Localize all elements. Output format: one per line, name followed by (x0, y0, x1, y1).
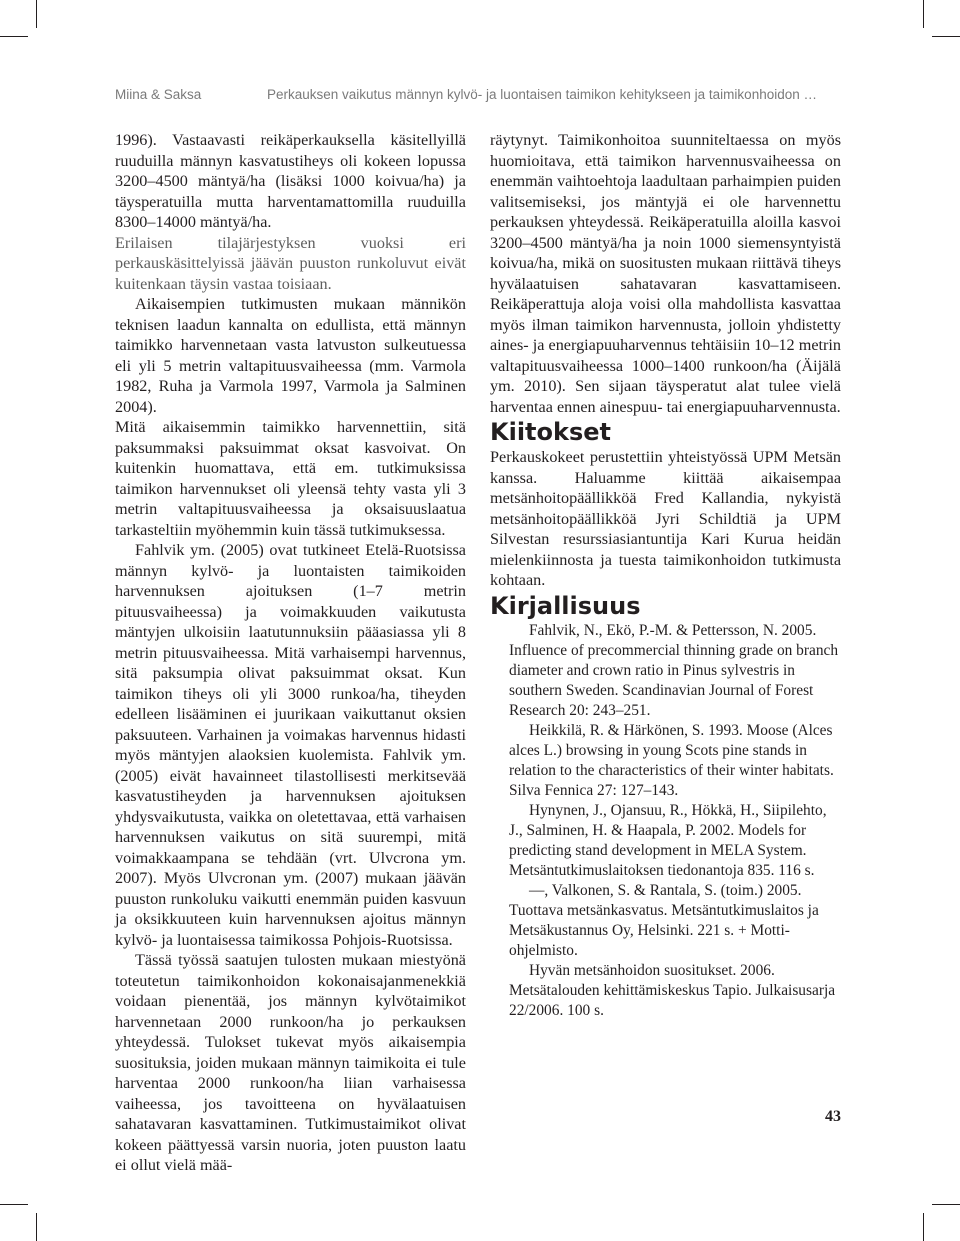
crop-mark-top-left-vertical (36, 0, 37, 28)
paragraph: 1996). Vastaavasti reikäperkauksella käsitellyillä ruuduilla männyn kasvatustiheys oli kokeen lopussa 3200–4500 mäntyä/ha (lisäksi 1000 koivua/ha) ja täysperatuilla mutta harventamattomilla ruuduilla 8300–14000 mäntyä/ha. (115, 131, 466, 231)
paragraph: Aikaisempien tutkimusten mukaan männikön teknisen laadun kannalta on edullista, että männyn taimikko harvennetaan vasta latvuston sulkeutuessa eli yli 5 metrin valtapituusvaiheessa (mm. Varmola 1982, Ruha ja Varmola 1997, Varmola ja Salminen 2004). (115, 295, 466, 416)
page-number: 43 (825, 1108, 841, 1125)
crop-mark-top-right-horizontal (932, 36, 960, 37)
section-heading-kiitokset: Kiitokset (490, 418, 612, 446)
right-column (490, 130, 841, 1021)
crop-mark-bottom-right-vertical (923, 1213, 924, 1241)
section-heading-kirjallisuus: Kirjallisuus (490, 591, 641, 620)
reference-item: Fahlvik, N., Ekö, P.-M. & Pettersson, N. 2005. Influence of precommercial thinning grade on branch diameter and crown ratio in Pinus sylvestris in southern Sweden. Scandinavian Journal of Forest Research 20: 243–251. (509, 621, 839, 719)
reference-item: Heikkilä, R. & Härkönen, S. 1993. Moose (Alces alces L.) browsing in young Scots pine stands in relation to the characteristics of their winter habitats. Silva Fennica 27: 127–143. (509, 721, 834, 799)
crop-mark-bottom-left-vertical (36, 1213, 37, 1241)
paragraph: Erilaisen tilajärjestyksen vuoksi eri perkauskäsittelyissä jäävän puuston runkoluvut eivät kuitenkaan täysin vastaa toisiaan. (115, 233, 466, 293)
running-header-authors: Miina & Saksa (115, 87, 202, 102)
reference-item: —, Valkonen, S. & Rantala, S. (toim.) 2005. Tuottava metsänkasvatus. Metsäntutkimuslaitos ja Metsäkustannus Oy, Helsinki. 221 s. + Motti-ohjelmisto. (509, 881, 819, 959)
crop-mark-top-right-vertical (923, 0, 924, 28)
crop-mark-bottom-right-horizontal (932, 1204, 960, 1205)
crop-mark-top-left-horizontal (0, 36, 28, 37)
paragraph: räytynyt. Taimikonhoitoa suunniteltaessa on myös huomioitava, että taimikon harvennusvaiheessa on enemmän vaihtoehtoja laadultaan parhaimpien puiden valitsemiseksi, jos mäntyjä ei ole harvennettu perkauksen yhteydessä. Reikäperatuilla aloilla kasvoi 3200–4500 mäntyä/ha ja noin 1000 siemensyntyistä koivua/ha, mikä on suositusten mukaan riittävä tiheys hyvälaatuisen sahatavaran kasvattamiseen. Reikäperattuja aloja voisi olla mahdollista kasvattaa myös ilman taimikon harvennusta, jolloin yhdistetty aines- ja energiapuuharvennus tehtäisiin 10–12 metrin valtapituusvaiheessa 1000–1400 runkoon/ha (Äijälä ym. 2010). Sen sijaan täysperatut alat tulee vielä harventaa ennen ainespuu- tai energiapuuharvennusta. (490, 131, 841, 416)
acknowledgements-text: Perkauskokeet perustettiin yhteistyössä UPM Metsän kanssa. Haluamme kiittää aikaisempaa metsänhoitopäällikköä Fred Kallandia, nykyistä metsänhoitopäällikköä Jyri Schildtiä ja UPM Silvestan resurssiasiantuntija Kari Kurua heidän mielenkiinnosta ja tuesta taimikonhoidon tutkimusta kohtaan. (490, 448, 841, 589)
paragraph: Mitä aikaisemmin taimikko harvennettiin, sitä paksummaksi paksuimmat oksat kasvoivat. On kuitenkin huomattava, että em. tutkimuksissa taimikon harvennukset oli yleensä tehty vasta yli 3 metrin valtapituusvaiheessa ja oksaisuuslaatua tarkasteltiin myöhemmin kuin tässä tutkimuksessa. (115, 418, 466, 539)
reference-item: Hynynen, J., Ojansuu, R., Hökkä, H., Siipilehto, J., Salminen, H. & Haapala, P. 2002. Models for predicting stand development in MELA System. Metsäntutkimuslaitoksen tiedonantoja 835. 116 s. (509, 801, 827, 879)
running-header-title: Perkauksen vaikutus männyn kylvö- ja luontaisen taimikon kehitykseen ja taimikonhoidon … (266, 87, 817, 102)
crop-mark-bottom-left-horizontal (0, 1204, 28, 1205)
reference-item: Hyvän metsänhoidon suositukset. 2006. Metsätalouden kehittämiskeskus Tapio. Julkaisusarja 22/2006. 100 s. (509, 961, 836, 1019)
paragraph: Tässä työssä saatujen tulosten mukaan miestyönä toteutetun taimikonhoidon kokonaisajanmenekkiä voidaan pienentää, jos männyn kylvötaimikot harvennetaan 2000 runkoon/ha jo perkauksen yhteydessä. Tulokset tukevat myös aikaisempia suosituksia, joiden mukaan männyn taimikoita ei tule harventaa 2000 runkoon/ha liian varhaisessa vaiheessa, jos tavoitteena on hyvälaatuisen sahatavaran kasvattaminen. Tutkimustaimikot olivat kokeen päättyessä varsin nuoria, joten puuston laatu ei ollut vielä mää- (115, 951, 466, 1174)
left-column (115, 130, 466, 1176)
paragraph: Fahlvik ym. (2005) ovat tutkineet Etelä-Ruotsissa männyn kylvö- ja luontaisten taimikoiden harvennuksen ajoituksen (1–7 metrin pituusvaiheessa) ja voimakkuuden vaikutusta mäntyjen ulkoisiin laatutunnuksiin pääasiassa yli 8 metrin pituusvaiheessa. Mitä varhaisempi harvennus, sitä paksumpia olivat paksuimmat oksat. Kun taimikon tiheys oli yli 3000 runkoa/ha, tiheyden edelleen lisääminen ei juurikaan vaikuttanut oksien paksuuteen. Varhainen ja voimakas harvennus hidasti myös mäntyjen alaoksien kuolemista. Fahlvik ym. (2005) eivät havainneet tilastollisesti merkitsevää kasvatustiheyden ja harvennuksen ajoituksen yhdysvaikutusta, vaikka on oletettavaa, että varhaisen harvennuksen vaikutus on sitä suurempi, mitä voimakkaampana se tehdään (vrt. Ulvcrona ym. 2007). Myös Ulvcronan ym. (2007) mukaan jäävän puuston runkoluku vaikutti enemmän puiden kasvuun ja oksikkuuteen kuin harvennuksen ajoitus männyn kylvö- ja luontaisessa taimikossa Pohjois-Ruotsissa. (115, 541, 466, 949)
